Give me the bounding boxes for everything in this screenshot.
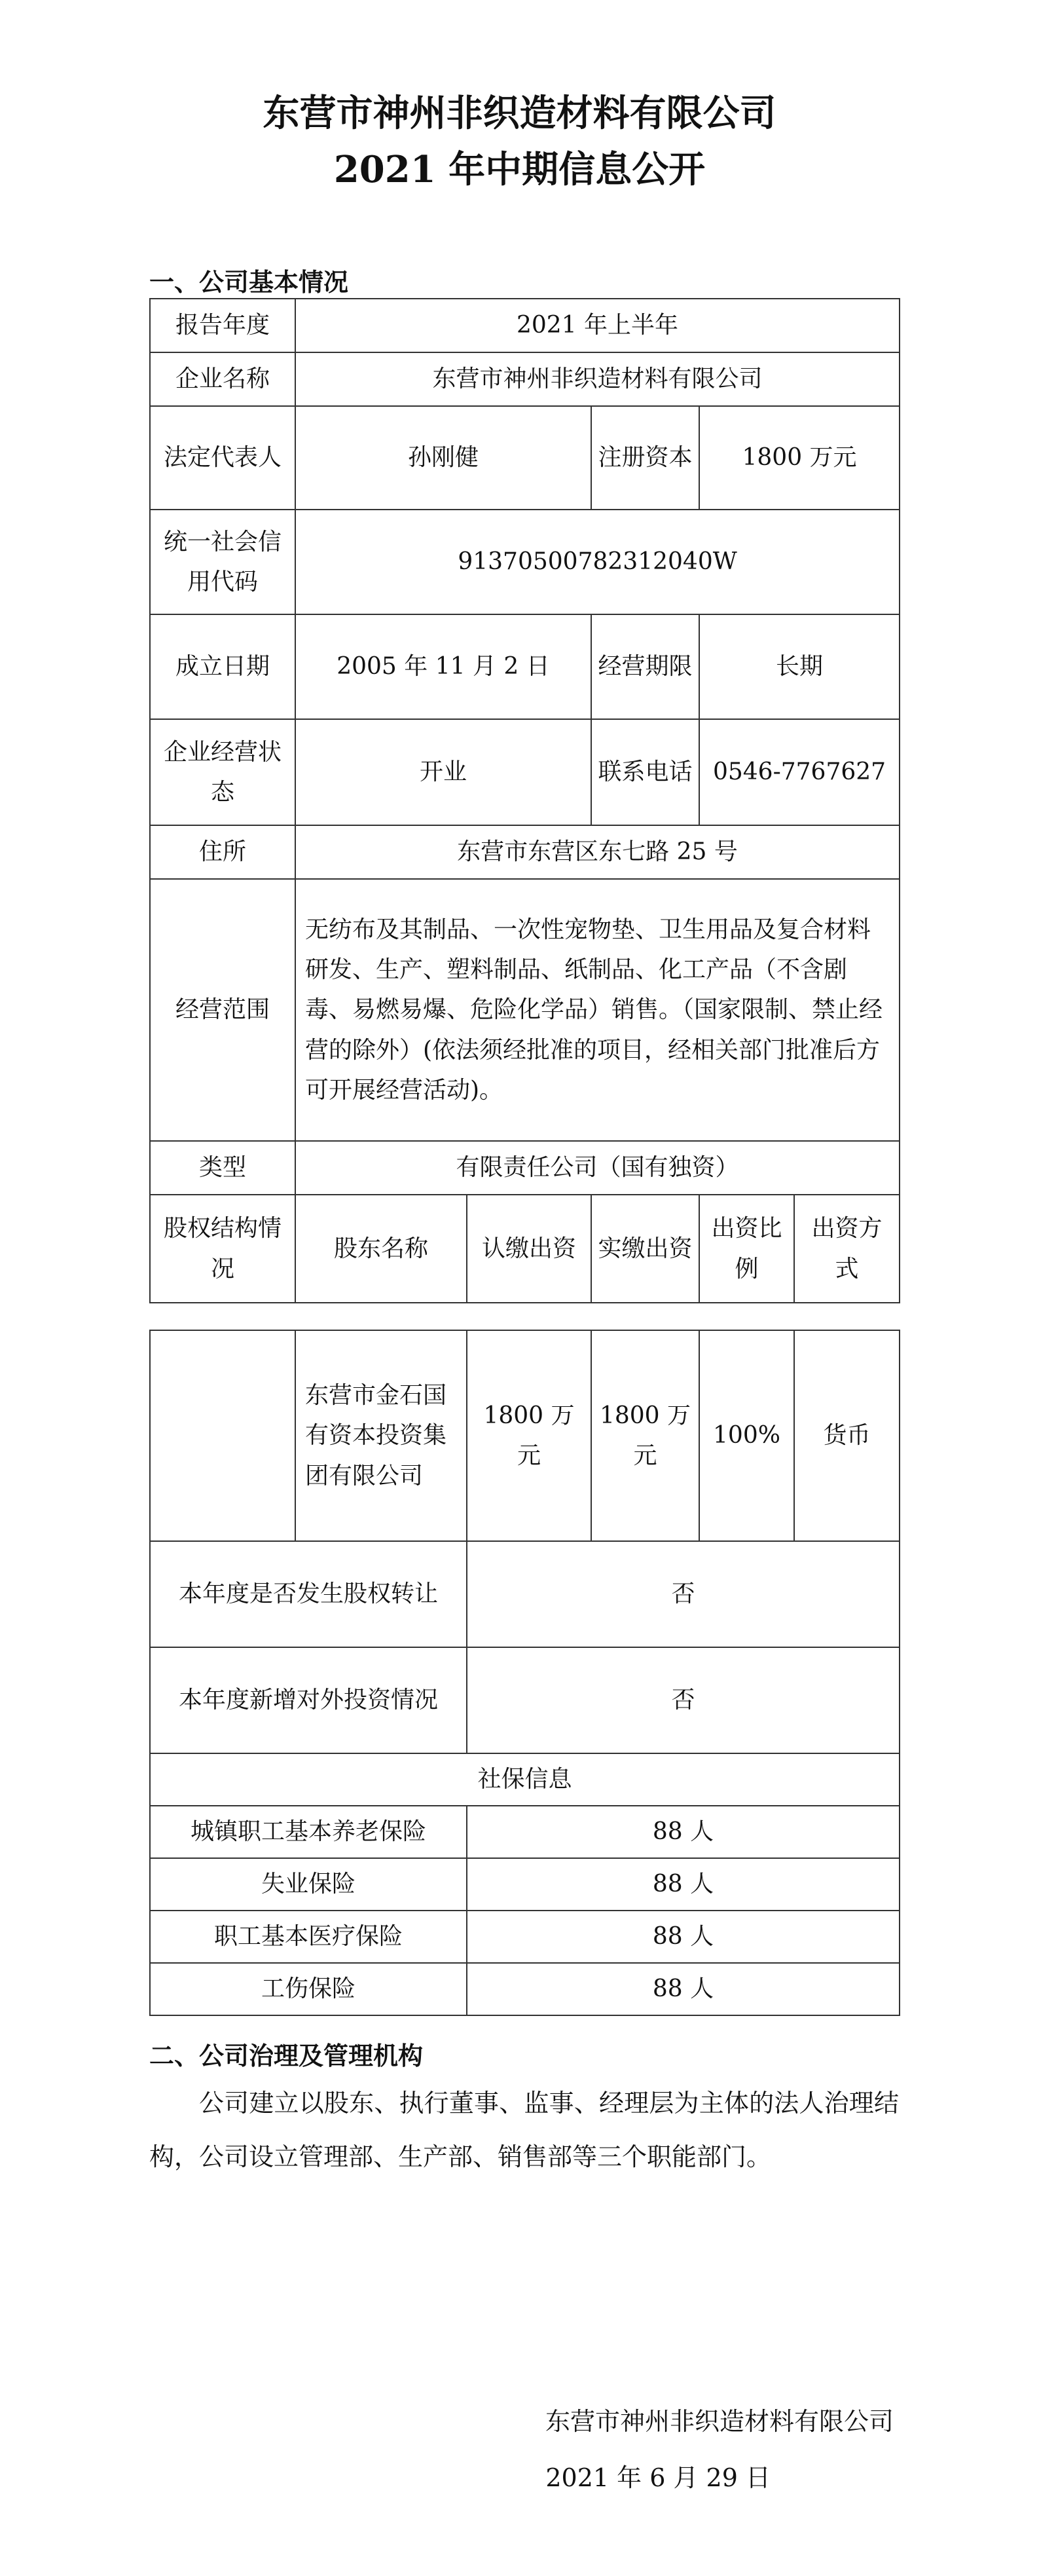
shareholder-paid: 1800 万元 [591, 1330, 699, 1541]
status-label: 企业经营状态 [150, 719, 295, 825]
insurance-value: 88 人 [467, 1806, 900, 1858]
table-row [150, 510, 900, 614]
insurance-label: 工伤保险 [150, 1963, 467, 2015]
document-title-line1: 东营市神州非织造材料有限公司 [263, 92, 776, 135]
scope-value: 无纺布及其制品、一次性宠物垫、卫生用品及复合材料研发、生产、塑料制品、纸制品、化工产品（不含剧毒、易燃易爆、危险化学品）销售。（国家限制、禁止经营的除外）(依法须经批准的项目，经相关部门批准后方可开展经营活动)。 [295, 879, 900, 1141]
report-year-label: 报告年度 [150, 299, 295, 352]
phone-value: 0546-7767627 [699, 719, 900, 825]
credit-code-label: 统一社会信用代码 [150, 510, 295, 614]
table-row [150, 1911, 900, 1963]
status-value: 开业 [295, 719, 591, 825]
section1-heading: 一、公司基本情况 [149, 268, 349, 297]
governance-paragraph: 公司建立以股东、执行董事、监事、经理层为主体的法人治理结构，公司设立管理部、生产部、销售部等三个职能部门。 [149, 2089, 899, 2171]
table-row [150, 1195, 900, 1303]
operating-term-label: 经营期限 [591, 614, 699, 719]
table-row [150, 352, 900, 406]
legal-rep-value: 孙刚健 [295, 406, 591, 510]
shareholder-ratio: 100% [699, 1330, 794, 1541]
established-value: 2005 年 11 月 2 日 [295, 614, 591, 719]
transfer-label: 本年度是否发生股权转让 [150, 1541, 467, 1647]
table-row [150, 719, 900, 825]
table-row [150, 1963, 900, 2015]
table-row [150, 299, 900, 352]
insurance-label: 职工基本医疗保险 [150, 1911, 467, 1963]
equity-header-ratio: 出资比例 [699, 1195, 794, 1303]
credit-code-value: 91370500782312040W [295, 510, 900, 614]
shareholder-name: 东营市金石国有资本投资集团有限公司 [295, 1330, 467, 1541]
table-row [150, 614, 900, 719]
type-value: 有限责任公司（国有独资） [295, 1141, 900, 1195]
table-row [150, 1647, 900, 1753]
table-row [150, 406, 900, 510]
table-row [150, 825, 900, 879]
investment-label: 本年度新增对外投资情况 [150, 1647, 467, 1753]
company-name-value: 东营市神州非织造材料有限公司 [295, 352, 900, 406]
table-row [150, 879, 900, 1141]
table-row [150, 1330, 900, 1541]
insurance-label: 城镇职工基本养老保险 [150, 1806, 467, 1858]
section2-heading: 二、公司治理及管理机构 [149, 2042, 424, 2070]
shareholder-subscribed: 1800 万元 [467, 1330, 591, 1541]
company-name-label: 企业名称 [150, 352, 295, 406]
address-value: 东营市东营区东七路 25 号 [295, 825, 900, 879]
document-title-line2: 2021 年中期信息公开 [333, 148, 706, 191]
scope-label: 经营范围 [150, 879, 295, 1141]
insurance-label: 失业保险 [150, 1858, 467, 1911]
shareholder-empty-cell [150, 1330, 295, 1541]
insurance-value: 88 人 [467, 1911, 900, 1963]
table-row [150, 1141, 900, 1195]
operating-term-value: 长期 [699, 614, 900, 719]
social-insurance-heading: 社保信息 [150, 1753, 900, 1806]
equity-header-method: 出资方式 [794, 1195, 900, 1303]
equity-header-subscribed: 认缴出资 [467, 1195, 591, 1303]
equity-header-paid: 实缴出资 [591, 1195, 699, 1303]
insurance-value: 88 人 [467, 1963, 900, 2015]
registered-capital-value: 1800 万元 [699, 406, 900, 510]
insurance-value: 88 人 [467, 1858, 900, 1911]
footer-company: 东营市神州非织造材料有限公司 [545, 2407, 894, 2436]
investment-value: 否 [467, 1647, 900, 1753]
transfer-value: 否 [467, 1541, 900, 1647]
type-label: 类型 [150, 1141, 295, 1195]
basic-info-table [149, 298, 900, 1303]
equity-header-name: 股东名称 [295, 1195, 467, 1303]
shareholder-table [149, 1330, 900, 2016]
footer-date: 2021 年 6 月 29 日 [545, 2463, 771, 2492]
table-row [150, 1753, 900, 1806]
legal-rep-label: 法定代表人 [150, 406, 295, 510]
equity-label: 股权结构情况 [150, 1195, 295, 1303]
table-row [150, 1541, 900, 1647]
registered-capital-label: 注册资本 [591, 406, 699, 510]
report-year-value: 2021 年上半年 [295, 299, 900, 352]
table-row [150, 1858, 900, 1911]
phone-label: 联系电话 [591, 719, 699, 825]
shareholder-method: 货币 [794, 1330, 900, 1541]
established-label: 成立日期 [150, 614, 295, 719]
address-label: 住所 [150, 825, 295, 879]
table-row [150, 1806, 900, 1858]
